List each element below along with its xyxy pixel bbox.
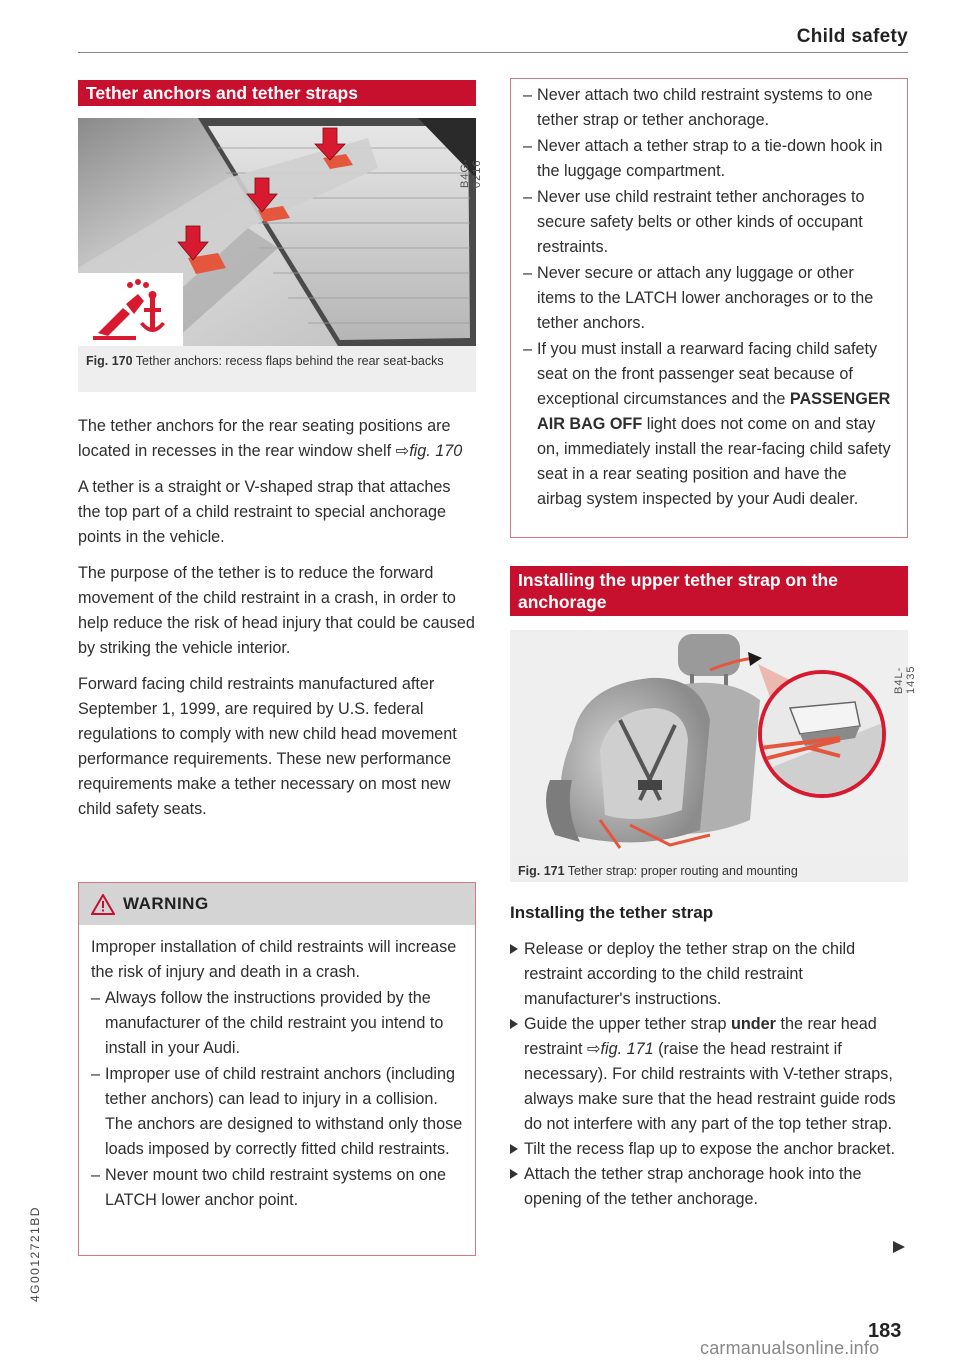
step-emphasis: under	[730, 1015, 776, 1033]
figure-170-illustration	[78, 118, 476, 346]
warning-item-text-post: light does not come on and stay on, immediately install the rear-facing child safety seat in a rear seating position and have the airbag system inspected by your Audi dealer.	[537, 415, 891, 508]
figure-170-caption-label: Fig. 170	[86, 354, 133, 368]
list-item	[510, 1012, 908, 1137]
warning-title: WARNING	[123, 894, 209, 913]
figure-171-code: B4L-1435	[893, 665, 917, 694]
figure-170	[78, 118, 483, 392]
warning-intro: Improper installation of child restraints will increase the risk of injury and death in a crash.	[91, 938, 457, 981]
fig-171-reference-link[interactable]: ⇨fig. 171	[586, 1040, 654, 1058]
figure-170-caption	[86, 351, 471, 371]
section-title-tether-anchors: Tether anchors and tether straps	[78, 80, 476, 106]
list-item	[510, 1162, 908, 1212]
figure-171-caption-text: Tether strap: proper routing and mounting	[567, 864, 798, 878]
figure-171-illustration	[510, 630, 908, 856]
list-item	[510, 937, 908, 1012]
fig-170-reference-link[interactable]: ⇨fig. 170	[395, 442, 463, 460]
warning-continued-list	[523, 83, 895, 512]
list-item: – Always follow the instructions provided by the manufacturer of the child restraint you intend to install in your Audi.	[91, 989, 444, 1057]
warning-item-text: Improper use of child restraint anchors (including tether anchors) can lead to injury in a collision. The anchors are designed to withstand only those loads imposed by correctly fitted child restraints.	[105, 1065, 463, 1158]
step-text	[524, 1015, 896, 1133]
paragraph-tether-location-text: The tether anchors for the rear seating positions are located in recesses in the rear window shelf	[78, 417, 451, 460]
warning-item-text: Never use child restraint tether anchorages to secure safety belts or other kinds of occupant restraints.	[537, 188, 865, 256]
step-bullet-icon	[510, 1169, 518, 1179]
header-rule	[78, 52, 908, 53]
warning-continued-content	[511, 79, 907, 512]
right-steps	[510, 937, 908, 1212]
paragraph-tether-location	[78, 414, 476, 464]
section-title-upper-tether: Installing the upper tether strap on the anchorage	[510, 566, 908, 616]
step-text-part: (raise the head restraint if necessary). For child restraints with V-tether straps, always make sure that the head restraint guide rods do not interfere with any part of the top tether strap.	[524, 1040, 896, 1133]
figure-171-caption-label: Fig. 171	[518, 864, 565, 878]
document-code: 4G0012721BD	[28, 1206, 42, 1302]
running-header-title: Child safety	[796, 26, 908, 47]
list-item: – Never attach a tether strap to a tie-down hook in the luggage compartment.	[523, 137, 883, 180]
passenger-airbag-off-label: PASSENGER AIR BAG OFF	[537, 390, 891, 433]
warning-item-text-pre: If you must install a rearward facing child safety seat on the front passenger seat because of exceptional circumstances and the	[537, 340, 878, 408]
list-item: – Never secure or attach any luggage or other items to the LATCH lower anchorages or to the tether anchors.	[523, 264, 874, 332]
figure-170-caption-text: Tether anchors: recess flaps behind the rear seat-backs	[135, 354, 444, 368]
figure-170-code: B4G-0216	[459, 158, 483, 188]
warning-list	[91, 986, 463, 1213]
list-item: – If you must install a rearward facing child safety seat on the front passenger seat because of exceptional circumstances and the PASSENGER AIR BAG OFF light does not come on and stay on, immediately install the rear-facing child safety seat in a rear seating position and have the airbag system inspected by your Audi dealer.	[523, 340, 891, 508]
step-text: Release or deploy the tether strap on the child restraint according to the child restraint manufacturer's instructions.	[524, 940, 856, 1008]
warning-box-continued	[510, 78, 908, 538]
step-text-part: the rear head restraint	[524, 1015, 877, 1058]
paragraph-tether-purpose: The purpose of the tether is to reduce the forward movement of the child restraint in a crash, in order to help reduce the risk of head injury that could be caused by striking the vehicle interior.	[78, 564, 475, 657]
continue-arrow-icon	[892, 1240, 906, 1254]
figure-171-caption	[518, 861, 903, 881]
list-item: – Never use child restraint tether anchorages to secure safety belts or other kinds of occupant restraints.	[523, 188, 865, 256]
step-text-part: Guide the upper tether strap	[524, 1015, 727, 1033]
step-text: Attach the tether strap anchorage hook into the opening of the tether anchorage.	[524, 1165, 862, 1208]
warning-item-text: Always follow the instructions provided by the manufacturer of the child restraint you intend to install in your Audi.	[105, 989, 444, 1057]
list-item: – Never mount two child restraint systems on one LATCH lower anchor point.	[91, 1166, 446, 1209]
warning-item-text	[537, 340, 891, 508]
paragraph-regulations: Forward facing child restraints manufactured after September 1, 1999, are required by U.S. federal regulations to comply with new child head movement performance requirements. These new performance requirements make a tether necessary on most new child safety seats.	[78, 675, 457, 818]
step-bullet-icon	[510, 1019, 518, 1029]
list-item	[510, 1137, 908, 1162]
figure-171	[510, 630, 917, 882]
warning-content	[79, 925, 475, 1213]
subheading-installing-tether: Installing the tether strap	[510, 903, 714, 922]
left-body	[78, 414, 476, 833]
instruction-steps	[510, 937, 908, 1212]
warning-header	[79, 883, 475, 925]
step-bullet-icon	[510, 944, 518, 954]
warning-item-text: Never attach two child restraint systems to one tether strap or tether anchorage.	[537, 86, 873, 129]
paragraph-tether-definition: A tether is a straight or V-shaped strap that attaches the top part of a child restraint to special anchorage points in the vehicle.	[78, 478, 451, 546]
step-bullet-icon	[510, 1144, 518, 1154]
list-item: – Never attach two child restraint systems to one tether strap or tether anchorage.	[523, 86, 873, 129]
list-item: – Improper use of child restraint anchors (including tether anchors) can lead to injury in a collision. The anchors are designed to withstand only those loads imposed by correctly fitted child restraints.	[91, 1065, 463, 1158]
warning-item-text: Never mount two child restraint systems on one LATCH lower anchor point.	[105, 1166, 446, 1209]
step-text: Tilt the recess flap up to expose the anchor bracket.	[524, 1140, 896, 1158]
warning-item-text: Never attach a tether strap to a tie-down hook in the luggage compartment.	[537, 137, 883, 180]
page-number: 183	[868, 1320, 902, 1342]
warning-box	[78, 882, 476, 1256]
warning-triangle-icon	[91, 894, 115, 915]
watermark-brand: carmanualsonline.info	[700, 1338, 880, 1358]
warning-item-text: Never secure or attach any luggage or other items to the LATCH lower anchorages or to the tether anchors.	[537, 264, 874, 332]
